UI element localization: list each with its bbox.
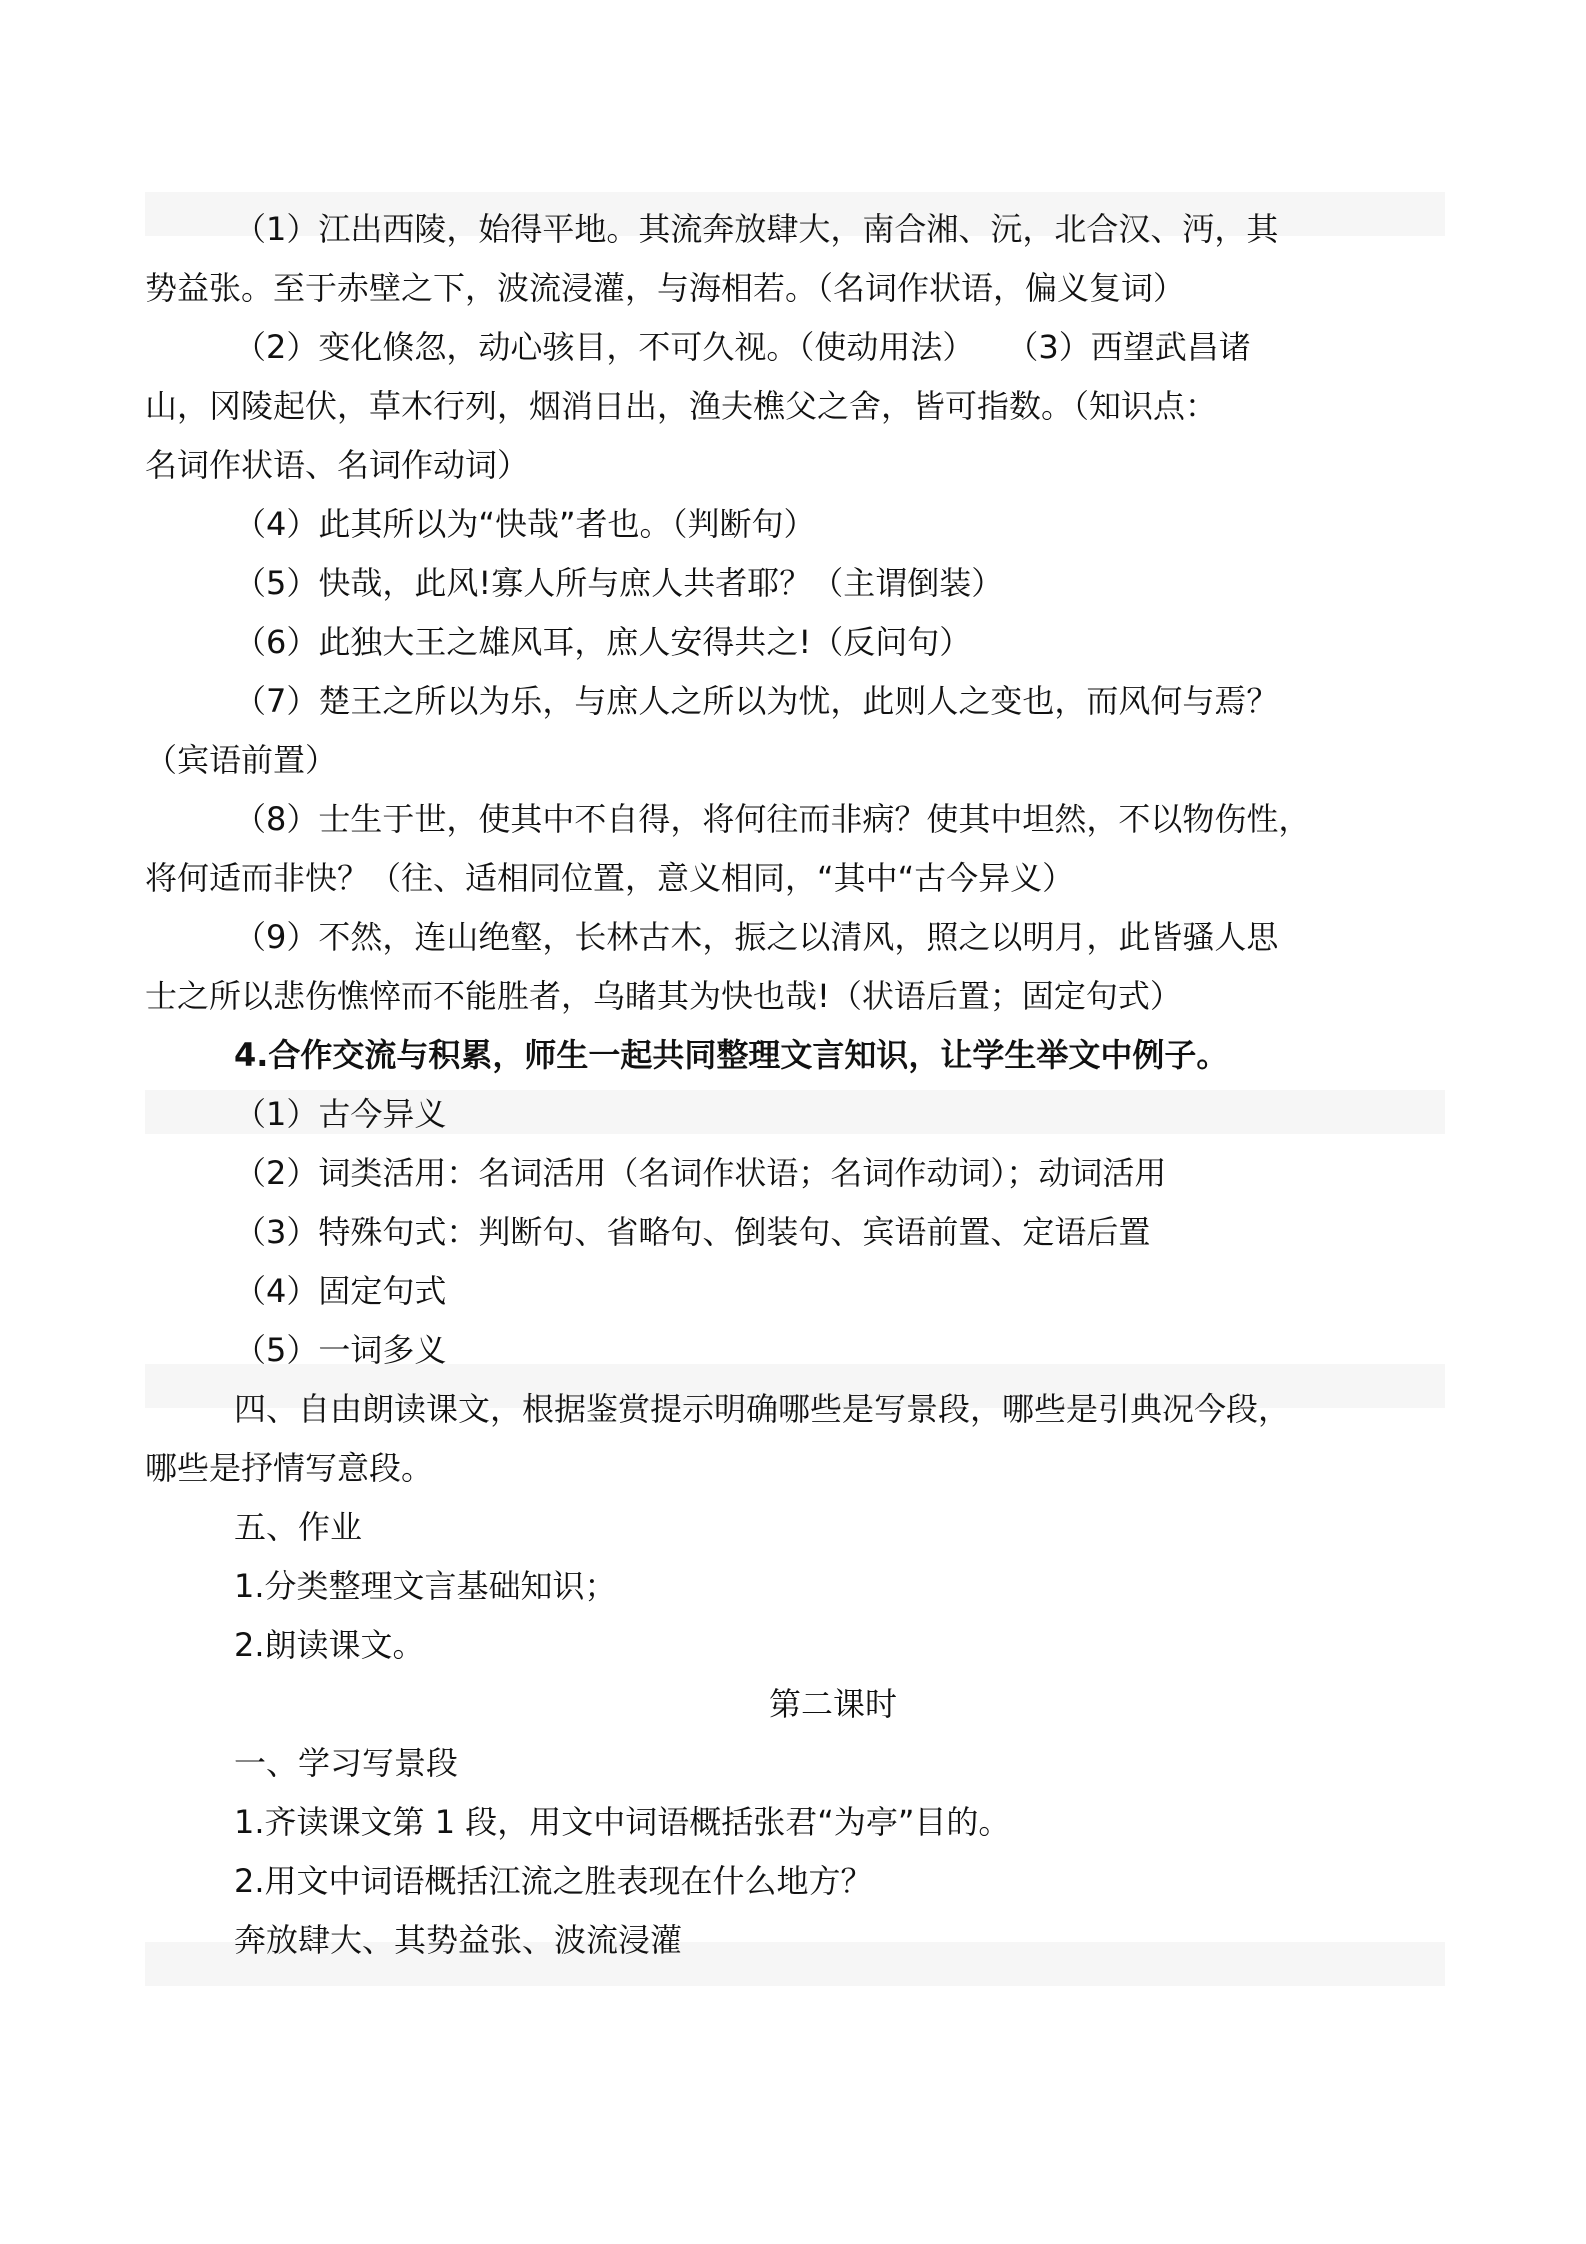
section-heading: 一、学习写景段 bbox=[234, 1744, 459, 1782]
text-line: 四、自由朗读课文，根据鉴赏提示明确哪些是写景段，哪些是引典况今段， bbox=[234, 1390, 1291, 1428]
text-line: （2）变化倏忽，动心骇目，不可久视。（使动用法） （3）西望武昌诸 bbox=[234, 328, 1251, 366]
list-item: （5）一词多义 bbox=[234, 1331, 447, 1369]
text-line: （5）快哉，此风!寡人所与庶人共者耶？（主谓倒装） bbox=[234, 564, 1004, 602]
list-item: （2）词类活用：名词活用（名词作状语；名词作动词）；动词活用 bbox=[234, 1154, 1167, 1192]
list-item: 2.用文中词语概括江流之胜表现在什么地方？ bbox=[234, 1862, 873, 1900]
list-item: （4）固定句式 bbox=[234, 1272, 447, 1310]
text-line: （8）士生于世，使其中不自得，将何往而非病？使其中坦然，不以物伤性， bbox=[234, 800, 1311, 838]
list-item: （1）古今异义 bbox=[234, 1095, 447, 1133]
text-line: 势益张。至于赤壁之下，波流浸灌，与海相若。（名词作状语，偏义复词） bbox=[145, 269, 1186, 307]
text-line: 山，冈陵起伏，草木行列，烟消日出，渔夫樵父之舍，皆可指数。（知识点： bbox=[145, 387, 1218, 425]
section-heading: 4.合作交流与积累，师生一起共同整理文言知识，让学生举文中例子。 bbox=[234, 1036, 1229, 1074]
list-item: （3）特殊句式：判断句、省略句、倒装句、宾语前置、定语后置 bbox=[234, 1213, 1151, 1251]
text-line: （6）此独大王之雄风耳，庶人安得共之!（反问句） bbox=[234, 623, 972, 661]
text-line: 将何适而非快？（往、适相同位置，意义相同，“其中“古今异义） bbox=[145, 859, 1075, 897]
lesson-title: 第二课时 bbox=[768, 1685, 897, 1723]
text-line: （9）不然，连山绝壑，长林古木，振之以清风，照之以明月，此皆骚人思 bbox=[234, 918, 1279, 956]
text-line: （7）楚王之所以为乐，与庶人之所以为忧，此则人之变也，而风何与焉？ bbox=[234, 682, 1279, 720]
list-item: 1.分类整理文言基础知识； bbox=[234, 1567, 617, 1605]
text-line: （宾语前置） bbox=[145, 741, 338, 779]
list-item: 2.朗读课文。 bbox=[234, 1626, 425, 1664]
text-line: 奔放肆大、其势益张、波流浸灌 bbox=[234, 1921, 683, 1959]
text-line: 士之所以悲伤憔悴而不能胜者，乌睹其为快也哉!（状语后置；固定句式） bbox=[145, 977, 1182, 1015]
list-item: 1.齐读课文第 1 段，用文中词语概括张君“为亭”目的。 bbox=[234, 1803, 1011, 1841]
section-heading: 五、作业 bbox=[234, 1508, 363, 1546]
text-line: （4）此其所以为“快哉”者也。（判断句） bbox=[234, 505, 816, 543]
text-line: 名词作状语、名词作动词） bbox=[145, 446, 530, 484]
text-line: 哪些是抒情写意段。 bbox=[145, 1449, 434, 1487]
text-line: （1）江出西陵，始得平地。其流奔放肆大，南合湘、沅，北合汉、沔，其 bbox=[234, 210, 1279, 248]
